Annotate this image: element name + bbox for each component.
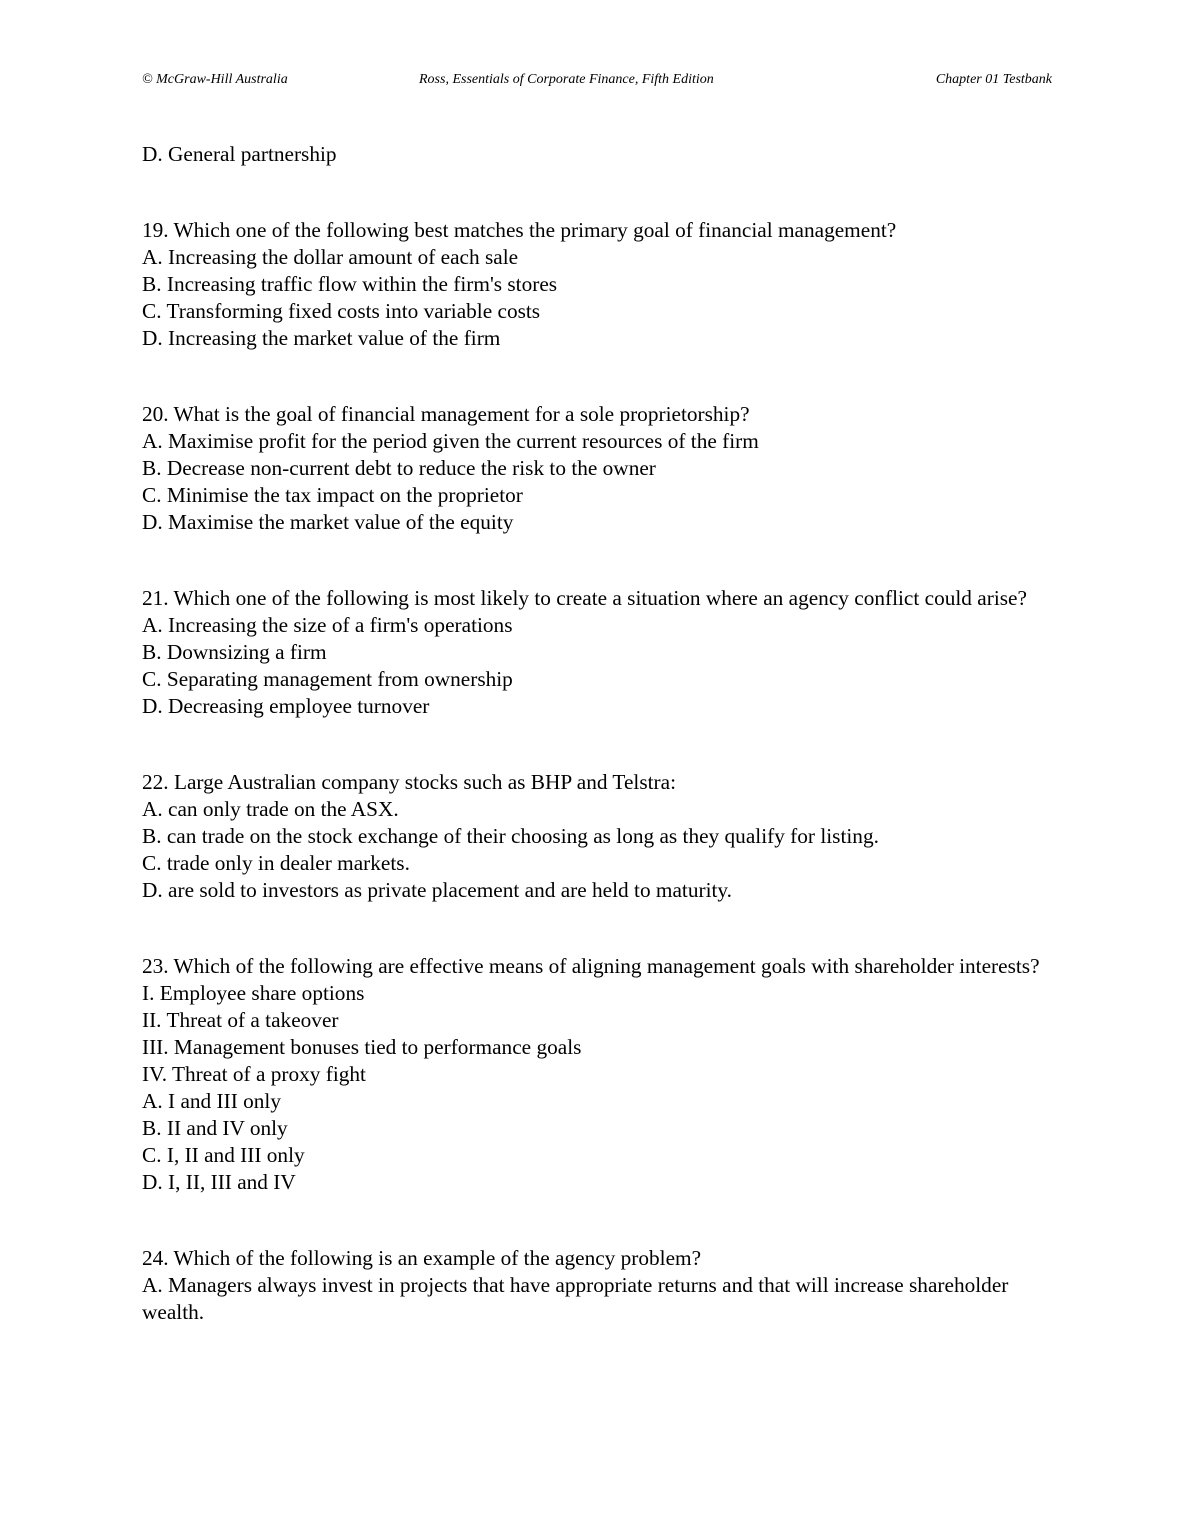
answer-option: A. Maximise profit for the period given the current resources of the firm	[142, 429, 759, 453]
question-23	[142, 953, 1062, 1196]
answer-option: C. Transforming fixed costs into variable costs	[142, 299, 541, 323]
answer-option: A. Increasing the size of a firm's operations	[142, 613, 513, 637]
question-22	[142, 769, 1062, 904]
answer-option: A. can only trade on the ASX.	[142, 797, 399, 821]
document-body	[142, 141, 1062, 1326]
question-stem: 19. Which one of the following best matches the primary goal of financial management?	[142, 218, 897, 242]
question-20	[142, 401, 1062, 536]
question-19	[142, 217, 1062, 352]
question-stem: 20. What is the goal of financial management for a sole proprietorship?	[142, 402, 750, 426]
header-publisher: © McGraw-Hill Australia	[142, 72, 288, 87]
answer-option: D. Maximise the market value of the equity	[142, 510, 514, 534]
answer-option: B. can trade on the stock exchange of their choosing as long as they qualify for listing.	[142, 824, 879, 848]
answer-option: B. Decrease non-current debt to reduce the risk to the owner	[142, 456, 656, 480]
roman-item: IV. Threat of a proxy fight	[142, 1062, 366, 1086]
answer-option: A. Managers always invest in projects that have appropriate returns and that will increase shareholder wealth.	[142, 1273, 1009, 1324]
roman-item: III. Management bonuses tied to performance goals	[142, 1035, 582, 1059]
answer-option: D. I, II, III and IV	[142, 1170, 296, 1194]
page-header	[142, 70, 1052, 90]
question-stem: 21. Which one of the following is most likely to create a situation where an agency conflict could arise?	[142, 586, 1027, 610]
header-book-title: Ross, Essentials of Corporate Finance, Fifth Edition	[419, 72, 714, 87]
answer-option: B. II and IV only	[142, 1116, 288, 1140]
roman-item: I. Employee share options	[142, 981, 365, 1005]
answer-option: A. Increasing the dollar amount of each sale	[142, 245, 519, 269]
answer-option: C. Minimise the tax impact on the proprietor	[142, 483, 523, 507]
question-stem: 23. Which of the following are effective means of aligning management goals with shareholder interests?	[142, 954, 1040, 978]
answer-option: C. Separating management from ownership	[142, 667, 513, 691]
answer-option: A. I and III only	[142, 1089, 281, 1113]
answer-option: B. Downsizing a firm	[142, 640, 327, 664]
question-21	[142, 585, 1062, 720]
answer-option: B. Increasing traffic flow within the firm's stores	[142, 272, 558, 296]
question-24	[142, 1245, 1062, 1326]
answer-option: D. Increasing the market value of the firm	[142, 326, 501, 350]
question-stem: 22. Large Australian company stocks such as BHP and Telstra:	[142, 770, 676, 794]
roman-item: II. Threat of a takeover	[142, 1008, 339, 1032]
header-chapter: Chapter 01 Testbank	[935, 72, 1052, 87]
answer-option: D. Decreasing employee turnover	[142, 694, 430, 718]
carryover-option: D. General partnership	[142, 142, 337, 166]
question-stem: 24. Which of the following is an example of the agency problem?	[142, 1246, 702, 1270]
answer-option: C. trade only in dealer markets.	[142, 851, 410, 875]
answer-option: D. are sold to investors as private placement and are held to maturity.	[142, 878, 733, 902]
answer-option: C. I, II and III only	[142, 1143, 305, 1167]
